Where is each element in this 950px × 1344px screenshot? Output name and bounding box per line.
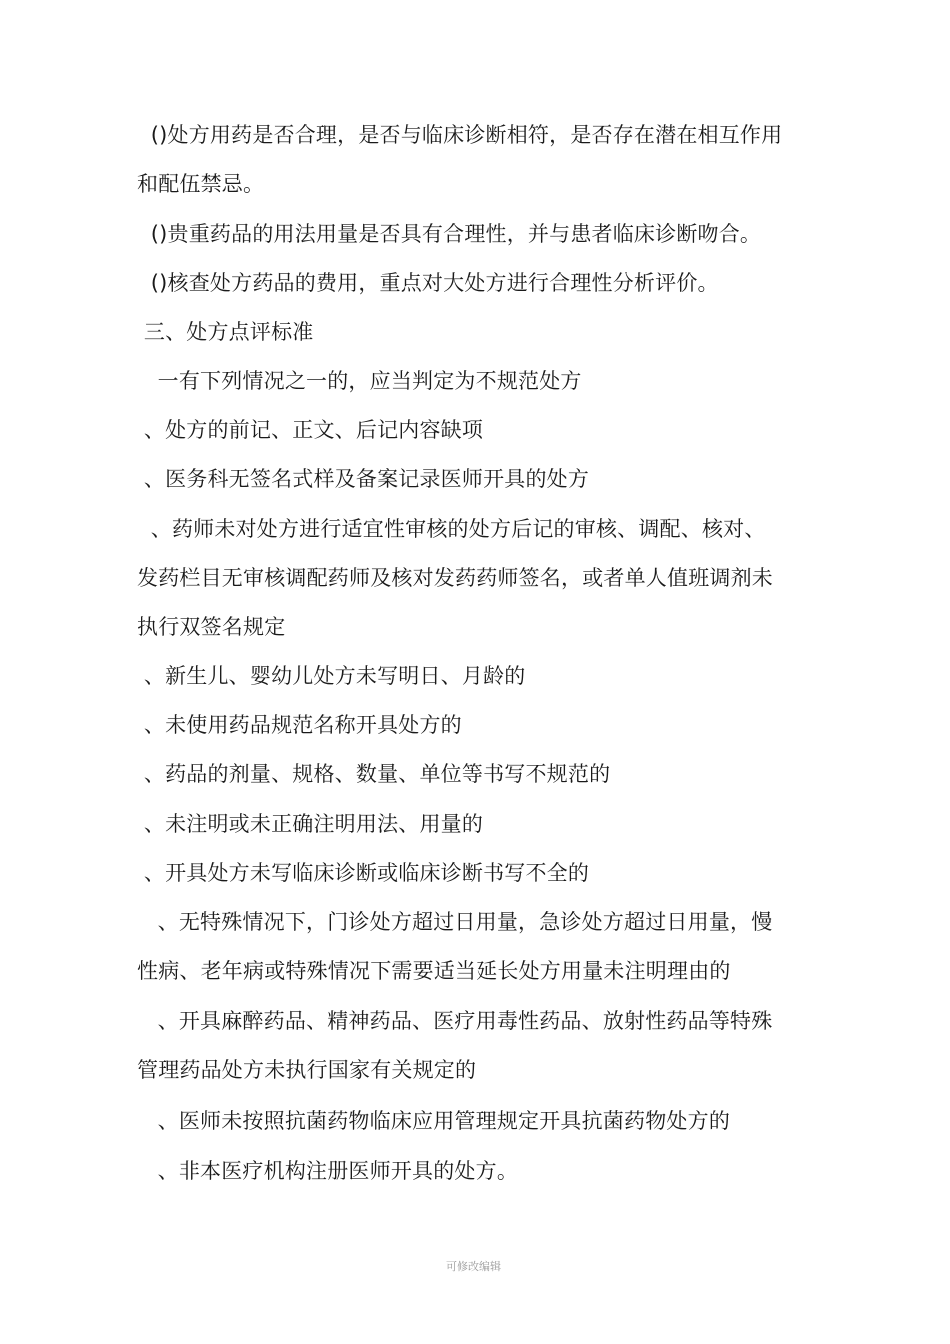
list-item: 、无特殊情况下，门诊处方超过日用量，急诊处方超过日用量，慢 bbox=[137, 910, 773, 934]
text-line: 和配伍禁忌。 bbox=[137, 172, 265, 196]
text-line: ()核查处方药品的费用，重点对大处方进行合理性分析评价。 bbox=[137, 271, 719, 295]
list-item: 、开具处方未写临床诊断或临床诊断书写不全的 bbox=[137, 861, 590, 885]
sub-heading: 一有下列情况之一的，应当判定为不规范处方 bbox=[137, 369, 582, 393]
list-item: 、医务科无签名式样及备案记录医师开具的处方 bbox=[137, 467, 590, 491]
list-item: 、非本医疗机构注册医师开具的处方。 bbox=[137, 1159, 519, 1183]
list-item: 、未注明或未正确注明用法、用量的 bbox=[137, 812, 484, 836]
list-item-continuation: 性病、老年病或特殊情况下需要适当延长处方用量未注明理由的 bbox=[137, 959, 731, 983]
list-item: 、医师未按照抗菌药物临床应用管理规定开具抗菌药物处方的 bbox=[137, 1109, 731, 1133]
list-item: 、开具麻醉药品、精神药品、医疗用毒性药品、放射性药品等特殊 bbox=[137, 1009, 773, 1033]
section-heading: 三、处方点评标准 bbox=[137, 320, 314, 344]
list-item: 、处方的前记、正文、后记内容缺项 bbox=[137, 418, 484, 442]
list-item: 、未使用药品规范名称开具处方的 bbox=[137, 713, 462, 737]
list-item-continuation: 管理药品处方未执行国家有关规定的 bbox=[137, 1058, 477, 1082]
text-line: ()处方用药是否合理，是否与临床诊断相符，是否存在潜在相互作用 bbox=[137, 123, 783, 147]
list-item-continuation: 发药栏目无审核调配药师及核对发药药师签名，或者单人值班调剂未 bbox=[137, 566, 773, 590]
text-line: ()贵重药品的用法用量是否具有合理性，并与患者临床诊断吻合。 bbox=[137, 222, 762, 246]
list-item: 、药品的剂量、规格、数量、单位等书写不规范的 bbox=[137, 762, 611, 786]
list-item: 、新生儿、婴幼儿处方未写明日、月龄的 bbox=[137, 664, 526, 688]
list-item: 、药师未对处方进行适宜性审核的处方后记的审核、调配、核对、 bbox=[137, 517, 766, 541]
page-footer-note: 可修改编辑 bbox=[446, 1260, 501, 1273]
list-item-continuation: 执行双签名规定 bbox=[137, 615, 286, 639]
